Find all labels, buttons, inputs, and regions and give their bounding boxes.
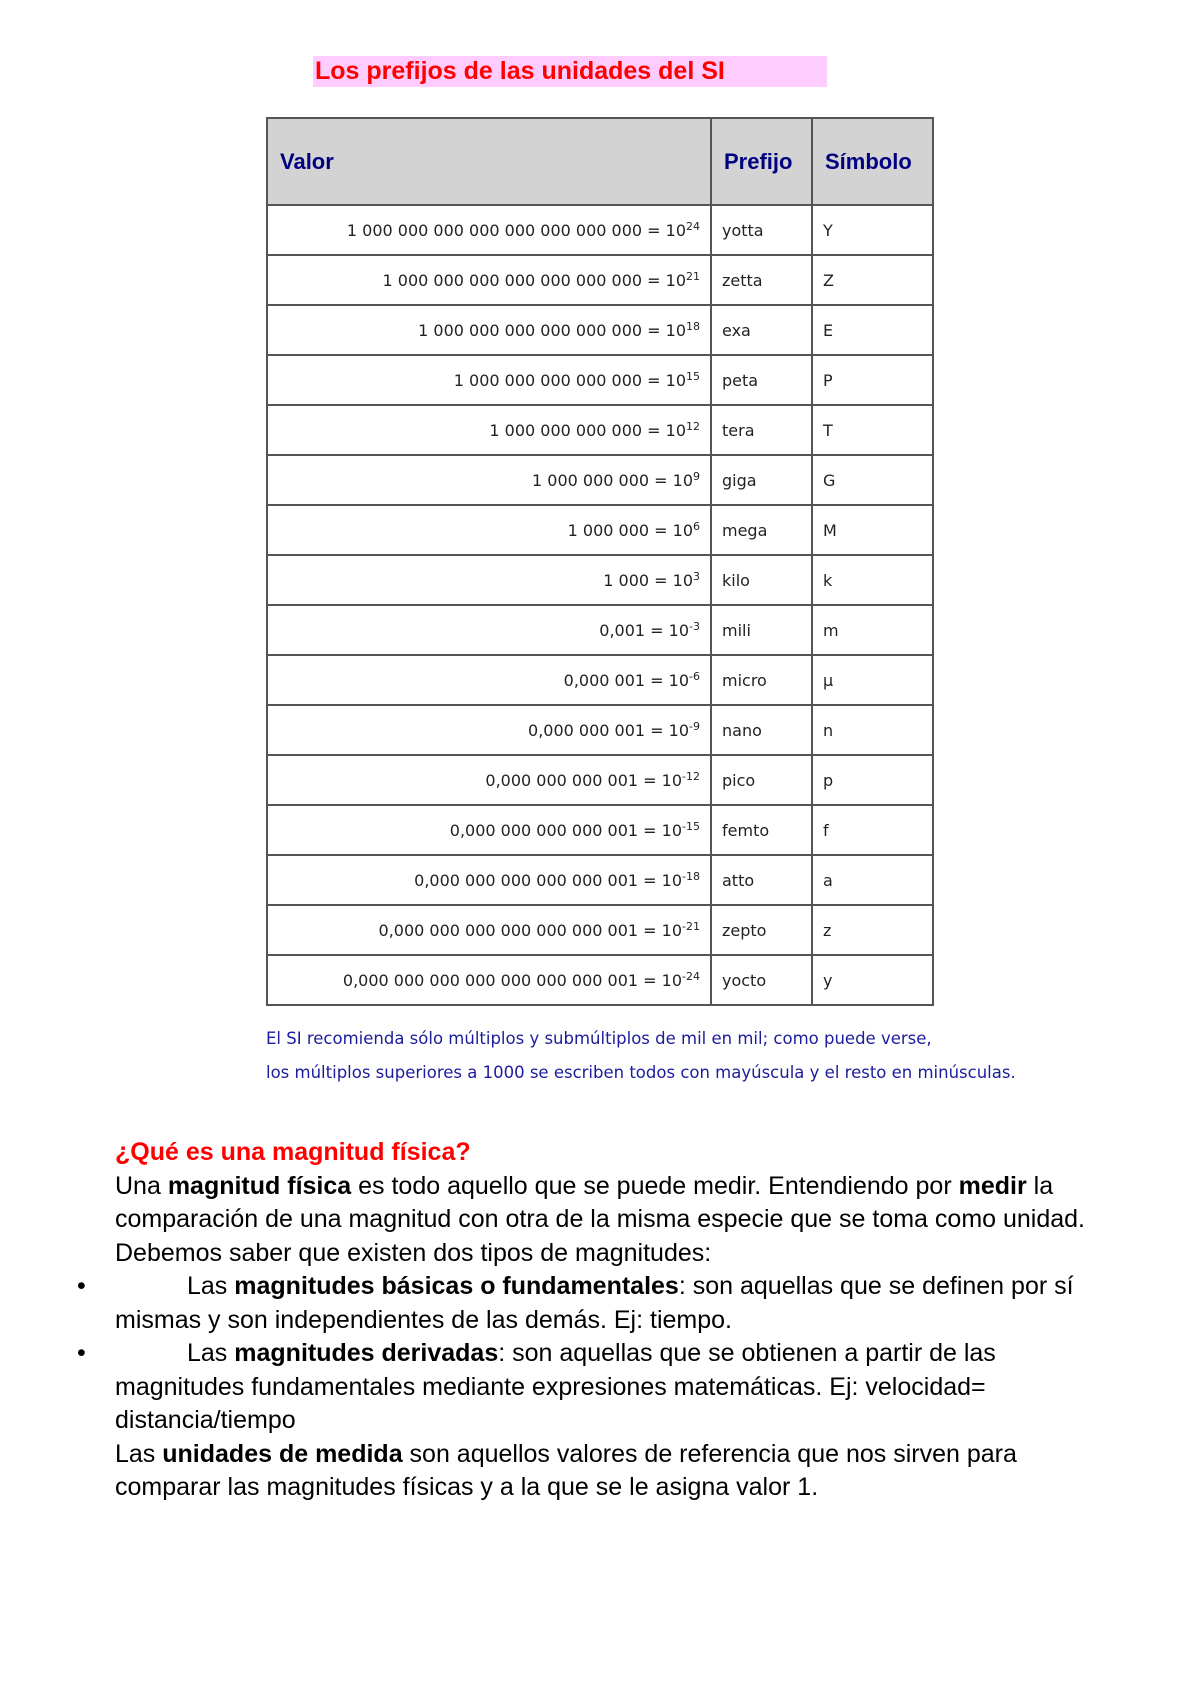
valor-text: 1 000 000 = 10 xyxy=(567,520,693,540)
valor-text: 1 000 000 000 000 000 000 = 10 xyxy=(418,320,686,340)
table-row xyxy=(267,255,933,305)
valor-text: 1 000 000 000 = 10 xyxy=(532,470,693,490)
text: Las xyxy=(187,1272,235,1300)
table-row xyxy=(267,755,933,805)
cell-simbolo: k xyxy=(812,555,933,605)
valor-text: 0,000 000 000 000 001 = 10 xyxy=(449,820,683,840)
list-item xyxy=(77,1270,1115,1337)
exponent: -6 xyxy=(689,669,700,683)
table-row xyxy=(267,805,933,855)
exponent: 24 xyxy=(686,219,700,233)
bullet-icon: • xyxy=(77,1339,86,1367)
si-prefix-table xyxy=(266,117,934,1006)
cell-prefijo: peta xyxy=(711,355,812,405)
paragraph-definition xyxy=(115,1170,1115,1237)
cell-prefijo: atto xyxy=(711,855,812,905)
cell-valor xyxy=(267,555,711,605)
magnitude-section xyxy=(77,1136,1115,1505)
cell-prefijo: yotta xyxy=(711,205,812,255)
table-row xyxy=(267,555,933,605)
cell-prefijo: tera xyxy=(711,405,812,455)
text: es todo aquello que se puede medir. Entendiendo por xyxy=(351,1171,959,1200)
table-header-row xyxy=(267,118,933,205)
cell-simbolo: G xyxy=(812,455,933,505)
cell-simbolo: P xyxy=(812,355,933,405)
table-row xyxy=(267,355,933,405)
valor-text: 0,000 000 001 = 10 xyxy=(528,720,690,740)
cell-prefijo: kilo xyxy=(711,555,812,605)
cell-valor xyxy=(267,405,711,455)
text: : son aquellas que se obtienen a partir de las magnitudes fundamentales mediante expresiones matemáticas. Ej: velocidad= distancia/tiempo xyxy=(115,1339,996,1434)
exponent: 21 xyxy=(686,269,700,283)
section-question: ¿Qué es una magnitud física? xyxy=(115,1138,471,1166)
valor-text: 1 000 000 000 000 000 000 000 000 = 10 xyxy=(346,220,686,240)
header-prefijo: Prefijo xyxy=(711,118,812,205)
cell-prefijo: micro xyxy=(711,655,812,705)
table-row xyxy=(267,955,933,1005)
cell-simbolo: y xyxy=(812,955,933,1005)
cell-simbolo: z xyxy=(812,905,933,955)
cell-valor xyxy=(267,655,711,705)
text: son aquellos valores de referencia que nos sirven para comparar las magnitudes físicas y a la que se le asigna valor 1. xyxy=(115,1439,1017,1501)
cell-valor xyxy=(267,855,711,905)
text: Las xyxy=(187,1339,235,1367)
text: : son aquellas que se definen por sí mismas y son independientes de las demás. Ej: tiempo. xyxy=(115,1272,1074,1334)
header-simbolo: Símbolo xyxy=(812,118,933,205)
table-row xyxy=(267,855,933,905)
bold-term: magnitudes derivadas xyxy=(234,1339,499,1367)
cell-simbolo: f xyxy=(812,805,933,855)
table-row xyxy=(267,455,933,505)
table-row xyxy=(267,405,933,455)
exponent: -12 xyxy=(682,769,700,783)
bullet-icon: • xyxy=(77,1272,86,1300)
bold-term: magnitudes básicas o fundamentales xyxy=(234,1272,679,1300)
exponent: 6 xyxy=(693,519,700,533)
cell-valor xyxy=(267,355,711,405)
valor-text: 0,000 000 000 000 000 001 = 10 xyxy=(414,870,683,890)
cell-prefijo: zepto xyxy=(711,905,812,955)
valor-text: 1 000 000 000 000 = 10 xyxy=(489,420,686,440)
exponent: 3 xyxy=(693,569,700,583)
cell-simbolo: m xyxy=(812,605,933,655)
paragraph-units xyxy=(115,1438,1115,1505)
cell-simbolo: Y xyxy=(812,205,933,255)
cell-simbolo: p xyxy=(812,755,933,805)
cell-simbolo: n xyxy=(812,705,933,755)
cell-valor xyxy=(267,905,711,955)
valor-text: 0,000 001 = 10 xyxy=(563,670,690,690)
exponent: -15 xyxy=(682,819,700,833)
exponent: -3 xyxy=(689,619,700,633)
bold-term: magnitud física xyxy=(167,1171,352,1200)
cell-prefijo: nano xyxy=(711,705,812,755)
table-row xyxy=(267,655,933,705)
table-row xyxy=(267,605,933,655)
cell-valor xyxy=(267,205,711,255)
cell-prefijo: yocto xyxy=(711,955,812,1005)
valor-text: 1 000 000 000 000 000 000 000 = 10 xyxy=(382,270,686,290)
cell-valor xyxy=(267,505,711,555)
cell-prefijo: femto xyxy=(711,805,812,855)
valor-text: 0,000 000 000 000 000 000 001 = 10 xyxy=(378,920,683,940)
cell-simbolo: Z xyxy=(812,255,933,305)
cell-prefijo: exa xyxy=(711,305,812,355)
text: Una xyxy=(115,1171,168,1200)
cell-simbolo: E xyxy=(812,305,933,355)
cell-simbolo: T xyxy=(812,405,933,455)
cell-valor xyxy=(267,805,711,855)
valor-text: 1 000 000 000 000 000 = 10 xyxy=(453,370,686,390)
cell-valor xyxy=(267,255,711,305)
exponent: -21 xyxy=(682,919,700,933)
exponent: 15 xyxy=(686,369,700,383)
exponent: -18 xyxy=(682,869,700,883)
note-line-2: los múltiplos superiores a 1000 se escriben todos con mayúscula y el resto en minúsculas. xyxy=(266,1063,1016,1082)
exponent: -9 xyxy=(689,719,700,733)
page-title: Los prefijos de las unidades del SI xyxy=(313,56,827,87)
cell-valor xyxy=(267,755,711,805)
note-line-1: El SI recomienda sólo múltiplos y submúltiplos de mil en mil; como puede verse, xyxy=(266,1029,932,1048)
cell-valor xyxy=(267,455,711,505)
list-item xyxy=(77,1337,1115,1438)
bold-term: medir xyxy=(958,1171,1027,1200)
cell-prefijo: mili xyxy=(711,605,812,655)
paragraph-types: Debemos saber que existen dos tipos de magnitudes: xyxy=(115,1238,712,1267)
table-row xyxy=(267,705,933,755)
cell-prefijo: giga xyxy=(711,455,812,505)
cell-prefijo: mega xyxy=(711,505,812,555)
valor-text: 1 000 = 10 xyxy=(603,570,693,590)
text: la comparación de una magnitud con otra de la misma especie que se toma como unidad. xyxy=(115,1171,1086,1233)
exponent: -24 xyxy=(682,969,700,983)
text: Las xyxy=(115,1439,163,1468)
cell-simbolo: µ xyxy=(812,655,933,705)
cell-valor xyxy=(267,705,711,755)
valor-text: 0,000 000 000 001 = 10 xyxy=(485,770,683,790)
valor-text: 0,001 = 10 xyxy=(599,620,690,640)
table-row xyxy=(267,305,933,355)
exponent: 12 xyxy=(686,419,700,433)
table-row xyxy=(267,205,933,255)
bold-term: unidades de medida xyxy=(162,1439,403,1468)
cell-valor xyxy=(267,955,711,1005)
cell-simbolo: a xyxy=(812,855,933,905)
header-valor: Valor xyxy=(267,118,711,205)
valor-text: 0,000 000 000 000 000 000 000 001 = 10 xyxy=(342,970,683,990)
cell-valor xyxy=(267,305,711,355)
table-body xyxy=(267,205,933,1005)
cell-valor xyxy=(267,605,711,655)
cell-prefijo: pico xyxy=(711,755,812,805)
table-row xyxy=(267,505,933,555)
table-row xyxy=(267,905,933,955)
exponent: 9 xyxy=(693,469,700,483)
cell-simbolo: M xyxy=(812,505,933,555)
cell-prefijo: zetta xyxy=(711,255,812,305)
exponent: 18 xyxy=(686,319,700,333)
